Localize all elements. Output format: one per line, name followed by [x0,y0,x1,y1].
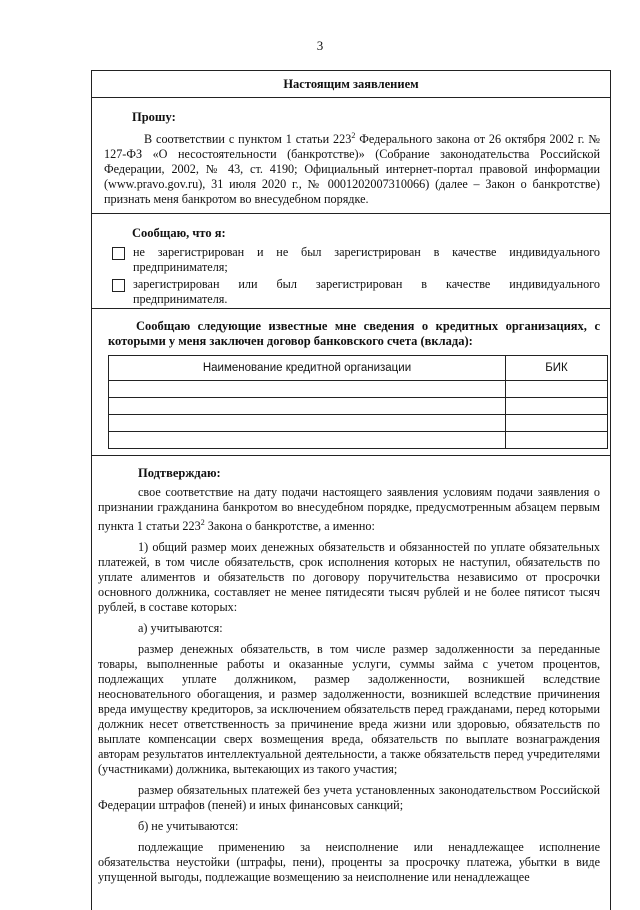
table-row [109,415,608,432]
superscript: 2 [351,131,356,140]
inform-heading: Сообщаю, что я: [132,226,226,240]
banks-table [108,355,608,449]
registered-checkbox[interactable] [112,279,125,292]
table-row [109,432,608,449]
confirm-paragraph-2: 1) общий размер моих денежных обязательств и обязанностей по уплате обязательных платежей, в том числе обязательств, срок исполнения которых не наступил, обязательств по уплате алиментов и обязательств по договору поручительства независимо от просрочки основного должника, составляет не менее пятидесяти тысяч рублей и не более пятисот тысяч рублей, в составе которых: [98,540,600,615]
confirm-paragraph-1 [98,485,600,534]
request-text-part1: В соответствии с пунктом 1 статьи 223 [144,132,352,147]
confirm-paragraph-7: подлежащие применению за неисполнение или ненадлежащее исполнение обязательства неустойки (штрафы, пени), проценты за просрочку платежа, убытки в виде упущенной выгоды, подлежащие возмещению за неисполнение или ненадлежащее [98,840,600,885]
confirm-paragraph-4: размер денежных обязательств, в том числе размер задолженности за переданные товары, выполненные работы и оказанные услуги, суммы займа с учетом процентов, подлежащих уплате должником, размер задолженности, возникшей вследствие неосновательного обогащения, и размер задолженности, возникшей вследствие причинения вреда имуществу кредиторов, за исключением обязательств перед гражданами, перед которыми должник несет ответственность за причинение вреда жизни или здоровью, обязательств по выплате компенсации сверх возмещения вреда, обязательств по выплате вознаграждения авторам результатов интеллектуальной деятельности, а также обязательств перед учредителями (участниками) должника, вытекающих из такого участия; [98,642,600,777]
confirm-section [92,456,610,885]
inform-section [92,214,610,309]
bank-name-cell[interactable] [109,398,506,415]
bank-name-cell[interactable] [109,432,506,449]
request-section [92,98,610,214]
request-text-part2: Федерального закона от 26 октября 2002 г. № 127-ФЗ «О несостоятельности (банкротстве)» (Собрание законодательства Российской Федерации, 2002, № 43, ст. 4190; Официальный интернет-портал правовой информации (www.pravo.gov.ru), 31 июля 2020 г., № 0001202007310066) (далее – Закон о банкротстве) признать меня банкротом во внесудебном порядке. [104,132,600,207]
confirm-text-part2: Закона о банкротстве, а именно: [204,519,375,534]
bank-name-cell[interactable] [109,381,506,398]
column-header-name: Наименование кредитной организации [109,356,506,381]
bik-cell[interactable] [506,432,608,449]
confirm-paragraph-6: б) не учитываются: [138,819,239,834]
confirm-text-part1: свое соответствие на дату подачи настоящего заявления условиям подачи заявления о признании гражданина банкротом во внесудебном порядке, предусмотренным абзацем первым пункта 1 статьи 223 [98,485,600,534]
table-row [109,381,608,398]
confirm-heading: Подтверждаю: [138,466,221,480]
option-label: зарегистрирован или был зарегистрирован в качестве индивидуального предпринимателя. [133,277,600,306]
bik-cell[interactable] [506,415,608,432]
bik-cell[interactable] [506,381,608,398]
banks-section [92,309,610,456]
section-title: Настоящим заявлением [283,77,419,91]
superscript: 2 [200,518,205,527]
option-not-registered [112,245,600,275]
option-registered [112,277,600,307]
table-row [109,398,608,415]
page-number: 3 [316,38,324,53]
column-header-bik: БИК [506,356,608,381]
header-section [92,71,610,98]
table-header-row [109,356,608,381]
bank-name-cell[interactable] [109,415,506,432]
confirm-paragraph-3: а) учитываются: [138,621,223,636]
banks-heading: Сообщаю следующие известные мне сведения о кредитных организациях, с которыми у меня заключен договор банковского счета (вклада): [108,319,600,348]
option-label: не зарегистрирован и не был зарегистрирован в качестве индивидуального предпринимателя; [133,245,600,274]
request-text [104,128,600,207]
application-form [91,70,611,910]
confirm-paragraph-5: размер обязательных платежей без учета установленных законодательством Российской Федерации штрафов (пеней) и иных финансовых санкций; [98,783,600,813]
request-heading: Прошу: [132,110,176,124]
not-registered-checkbox[interactable] [112,247,125,260]
bik-cell[interactable] [506,398,608,415]
